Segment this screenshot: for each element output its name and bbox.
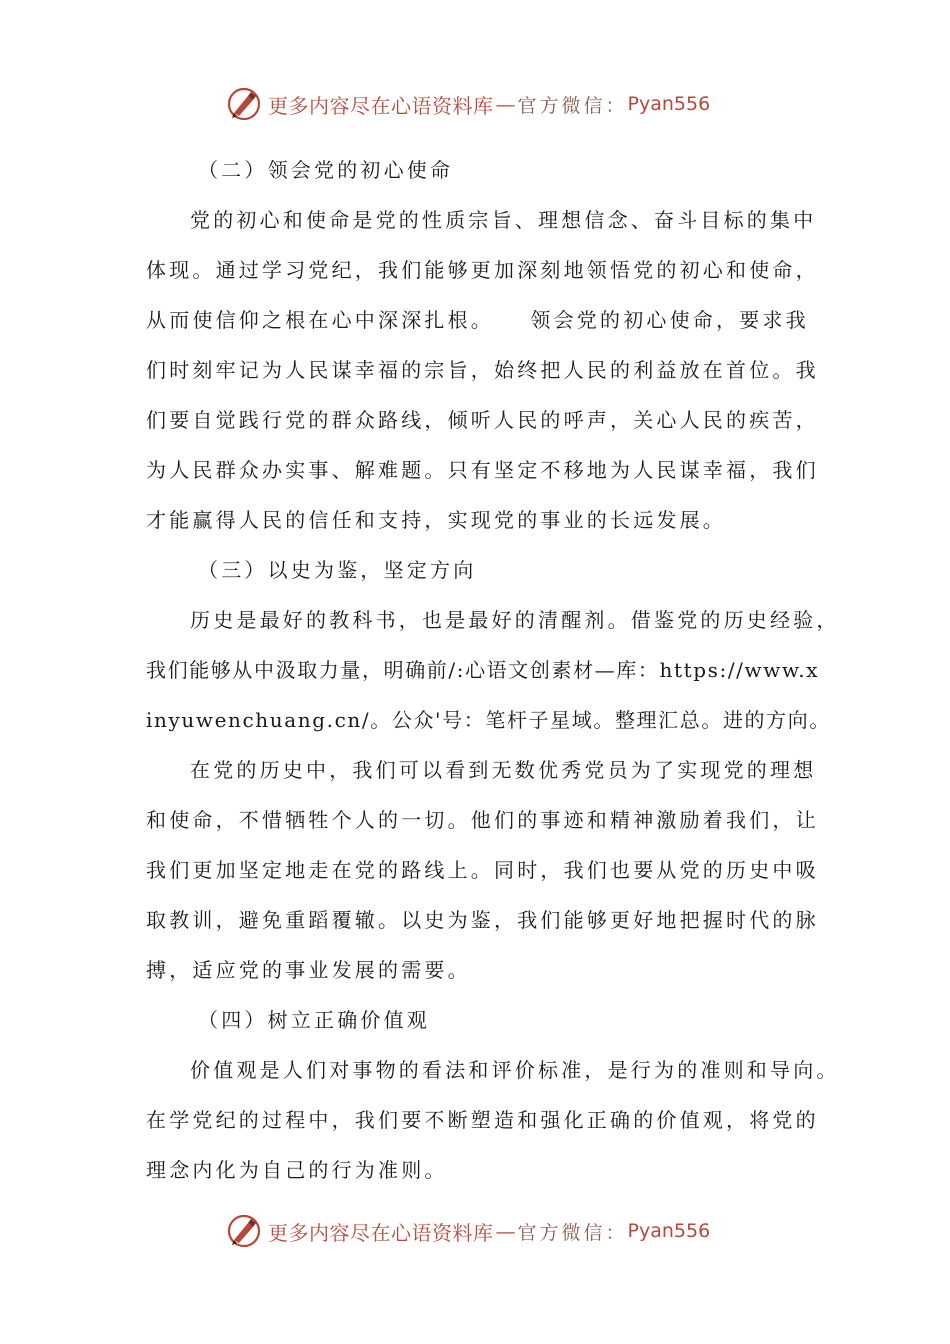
paragraph-line: 们时刻牢记为人民谋幸福的宗旨，始终把人民的利益放在首位。我	[146, 358, 819, 382]
paragraph-line: 才能赢得人民的信任和支持，实现党的事业的长远发展。	[146, 508, 726, 532]
paragraph-line: 为人民群众办实事、解难题。只有坚定不移地为人民谋幸福，我们	[146, 458, 819, 482]
section-heading-3: （三）以史为鉴，坚定方向	[198, 558, 477, 582]
watermark-wechat-label: 官方微信：	[517, 94, 628, 117]
paragraph-line: inyuwenchuang.cn/。公众'号：笔杆子星域。整理汇总。进的方向。	[146, 708, 831, 732]
watermark-wechat-id: Pyan556	[627, 1220, 711, 1242]
watermark-brand: 更多内容尽在心语资料库	[268, 93, 494, 118]
paragraph-line: 历史是最好的教科书，也是最好的清醒剂。借鉴党的历史经验，	[190, 608, 840, 632]
paragraph-line: 我们更加坚定地走在党的路线上。同时，我们也要从党的历史中吸	[146, 858, 819, 882]
watermark-dash: —	[495, 1219, 516, 1243]
paragraph-line: 们要自觉践行党的群众路线，倾听人民的呼声，关心人民的疾苦，	[146, 408, 819, 432]
paragraph-line: 在学党纪的过程中，我们要不断塑造和强化正确的价值观，将党的	[146, 1108, 819, 1132]
paragraph-line: 从而使信仰之根在心中深深扎根。 领会党的初心使命，要求我	[146, 308, 809, 332]
paragraph-line: 和使命，不惜牺牲个人的一切。他们的事迹和精神激励着我们，让	[146, 808, 819, 832]
watermark-banner-bottom	[226, 1211, 746, 1251]
watermark-wechat-id: Pyan556	[627, 93, 711, 115]
watermark-banner-top	[226, 84, 746, 124]
paragraph-line: 体现。通过学习党纪，我们能够更加深刻地领悟党的初心和使命，	[146, 258, 819, 282]
paragraph-line: 我们能够从中汲取力量，明确前/:心语文创素材—库：https://www.x	[146, 658, 820, 682]
paragraph-line: 价值观是人们对事物的看法和评价标准，是行为的准则和导向。	[190, 1058, 840, 1082]
document-body	[146, 145, 840, 1195]
paragraph-line: 在党的历史中，我们可以看到无数优秀党员为了实现党的理想	[190, 758, 817, 782]
paragraph-line: 党的初心和使命是党的性质宗旨、理想信念、奋斗目标的集中	[190, 208, 817, 232]
watermark-wechat-label: 官方微信：	[517, 1221, 628, 1244]
paragraph-line: 理念内化为自己的行为准则。	[146, 1158, 448, 1182]
pen-logo-icon	[226, 1213, 262, 1249]
section-heading-2: （二）领会党的初心使命	[198, 158, 454, 182]
paragraph-line: 取教训，避免重蹈覆辙。以史为鉴，我们能够更好地把握时代的脉	[146, 908, 819, 932]
pen-logo-icon	[226, 86, 262, 122]
watermark-brand: 更多内容尽在心语资料库	[268, 1220, 494, 1245]
watermark-dash: —	[495, 92, 516, 116]
section-heading-4: （四）树立正确价值观	[198, 1008, 430, 1032]
paragraph-line: 搏，适应党的事业发展的需要。	[146, 958, 471, 982]
